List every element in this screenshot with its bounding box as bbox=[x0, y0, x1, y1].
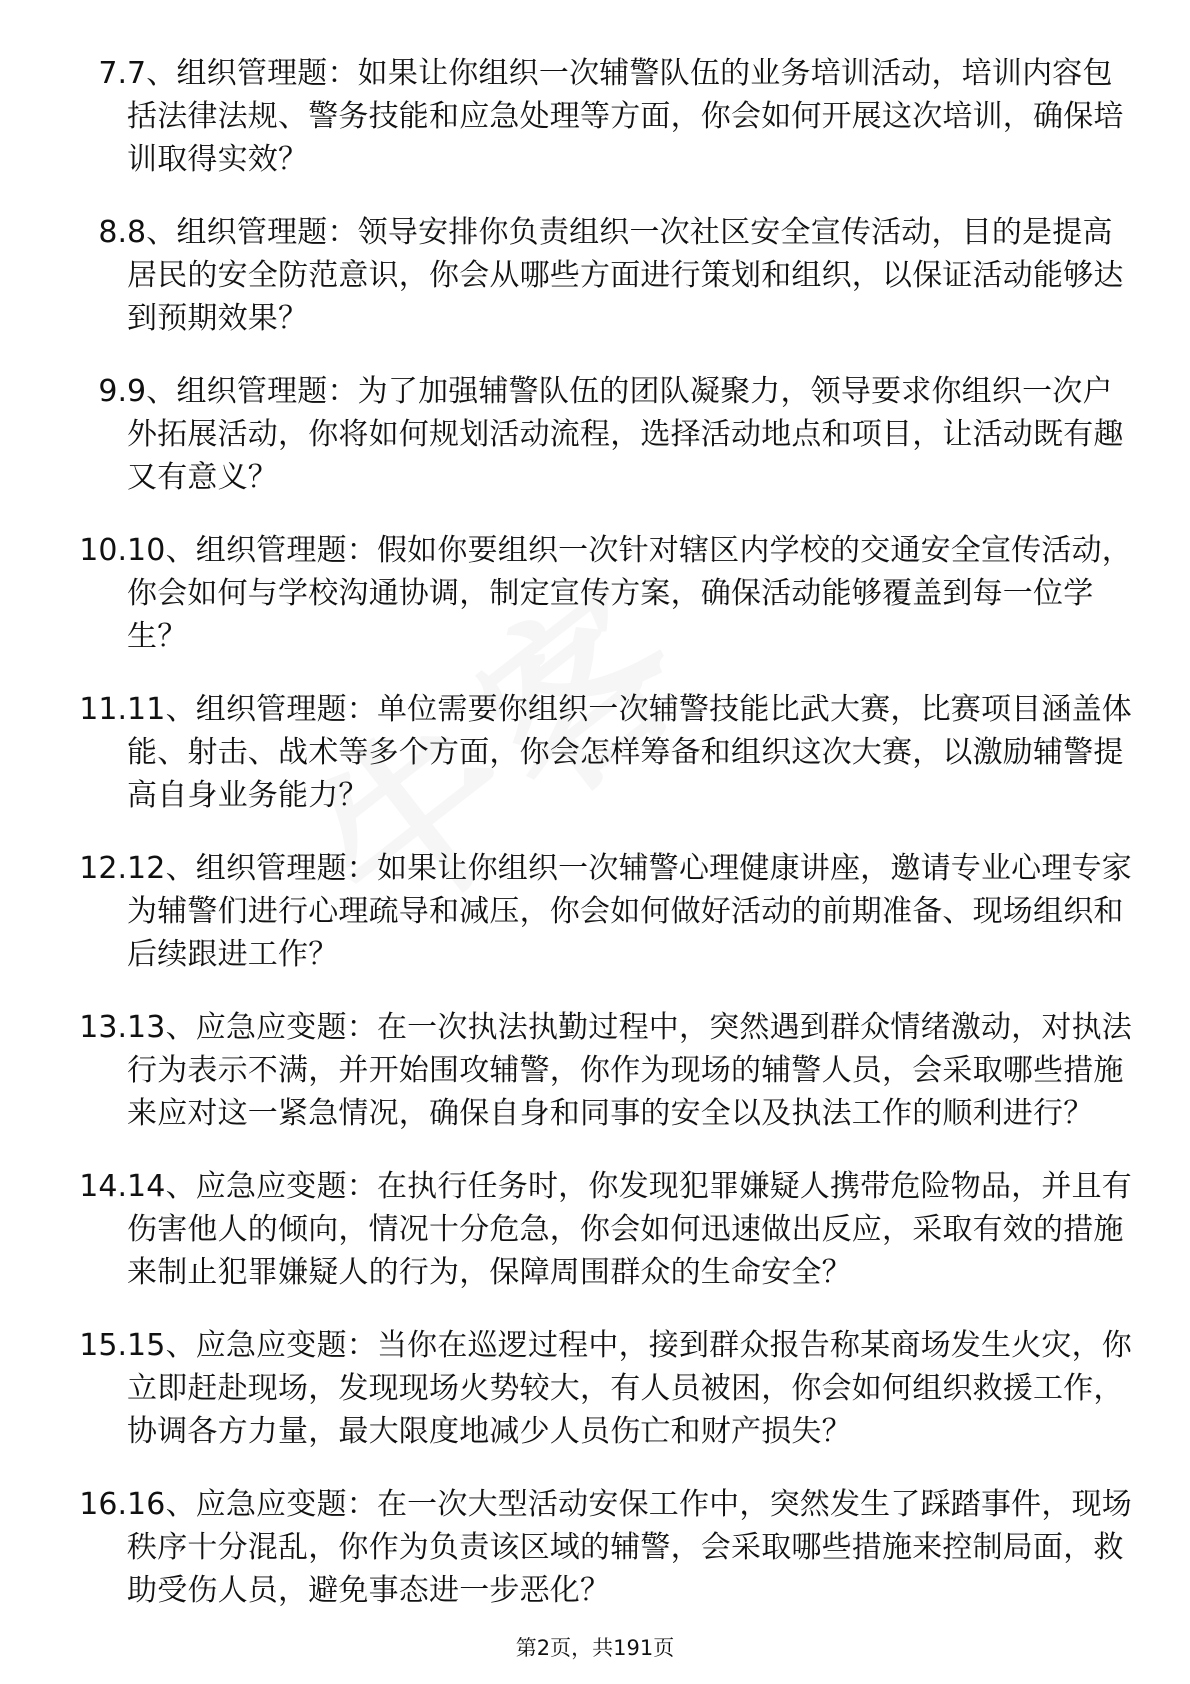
question-number: 9. bbox=[98, 374, 127, 409]
question-number: 7. bbox=[98, 56, 127, 91]
question-number: 10. bbox=[79, 533, 127, 568]
question-list bbox=[0, 52, 1190, 1642]
list-item bbox=[0, 1165, 1190, 1294]
question-text: 14、应急应变题：在执行任务时，你发现犯罪嫌疑人携带危险物品，并且有伤害他人的倾向，情况十分危急，你会如何迅速做出反应，采取有效的措施来制止犯罪嫌疑人的行为，保障周围群众的生命安全？ bbox=[127, 1169, 1132, 1290]
question-text: 15、应急应变题：当你在巡逻过程中，接到群众报告称某商场发生火灾，你立即赶赴现场，发现现场火势较大，有人员被困，你会如何组织救援工作，协调各方力量，最大限度地减少人员伤亡和财产损失？ bbox=[127, 1328, 1132, 1449]
page-footer: 第2页，共191页 bbox=[515, 1636, 675, 1660]
question-text: 7、组织管理题：如果让你组织一次辅警队伍的业务培训活动，培训内容包括法律法规、警务技能和应急处理等方面，你会如何开展这次培训，确保培训取得实效？ bbox=[127, 56, 1124, 177]
list-item bbox=[0, 1324, 1190, 1453]
question-number: 15. bbox=[79, 1328, 127, 1363]
question-number: 12. bbox=[79, 851, 127, 886]
question-text: 9、组织管理题：为了加强辅警队伍的团队凝聚力，领导要求你组织一次户外拓展活动，你将如何规划活动流程，选择活动地点和项目，让活动既有趣又有意义？ bbox=[127, 374, 1124, 495]
list-item bbox=[0, 1483, 1190, 1612]
question-number: 11. bbox=[79, 692, 127, 727]
list-item bbox=[0, 688, 1190, 817]
list-item bbox=[0, 211, 1190, 340]
question-number: 13. bbox=[79, 1010, 127, 1045]
question-text: 16、应急应变题：在一次大型活动安保工作中，突然发生了踩踏事件，现场秩序十分混乱，你作为负责该区域的辅警，会采取哪些措施来控制局面，救助受伤人员，避免事态进一步恶化？ bbox=[127, 1487, 1132, 1608]
list-item bbox=[0, 52, 1190, 181]
question-text: 8、组织管理题：领导安排你负责组织一次社区安全宣传活动，目的是提高居民的安全防范意识，你会从哪些方面进行策划和组织，以保证活动能够达到预期效果？ bbox=[127, 215, 1124, 336]
question-text: 12、组织管理题：如果让你组织一次辅警心理健康讲座，邀请专业心理专家为辅警们进行心理疏导和减压，你会如何做好活动的前期准备、现场组织和后续跟进工作？ bbox=[127, 851, 1132, 972]
list-item bbox=[0, 529, 1190, 658]
question-text: 10、组织管理题：假如你要组织一次针对辖区内学校的交通安全宣传活动，你会如何与学校沟通协调，制定宣传方案，确保活动能够覆盖到每一位学生？ bbox=[127, 533, 1132, 654]
question-text: 11、组织管理题：单位需要你组织一次辅警技能比武大赛，比赛项目涵盖体能、射击、战术等多个方面，你会怎样筹备和组织这次大赛，以激励辅警提高自身业务能力？ bbox=[127, 692, 1132, 813]
question-number: 14. bbox=[79, 1169, 127, 1204]
list-item bbox=[0, 370, 1190, 499]
question-text: 13、应急应变题：在一次执法执勤过程中，突然遇到群众情绪激动，对执法行为表示不满，并开始围攻辅警，你作为现场的辅警人员，会采取哪些措施来应对这一紧急情况，确保自身和同事的安全以及执法工作的顺利进行？ bbox=[127, 1010, 1132, 1131]
list-item bbox=[0, 1006, 1190, 1135]
question-number: 16. bbox=[79, 1487, 127, 1522]
list-item bbox=[0, 847, 1190, 976]
question-number: 8. bbox=[98, 215, 127, 250]
